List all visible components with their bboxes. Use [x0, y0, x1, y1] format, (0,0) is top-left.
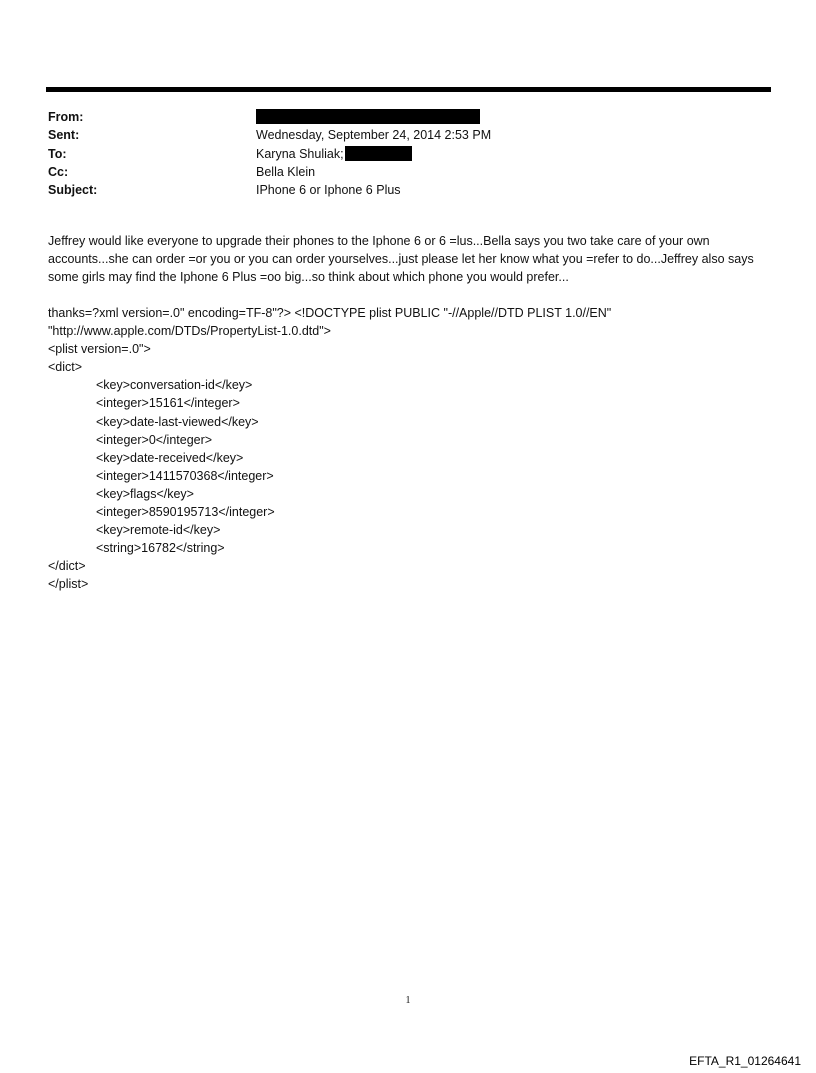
from-label: From: [48, 110, 84, 124]
plist-line: <integer>0</integer> [96, 432, 213, 447]
plist-line: <key>remote-id</key> [96, 523, 221, 538]
to-recipient: Karyna Shuliak; [256, 146, 344, 161]
subject-row [48, 181, 768, 199]
sent-value: Wednesday, September 24, 2014 2:53 PM [256, 128, 492, 143]
subject-value: IPhone 6 or Iphone 6 Plus [256, 183, 401, 198]
plist-line: <integer>1411570368</integer> [96, 468, 274, 483]
plist-line: </dict> [48, 559, 86, 574]
to-row [48, 145, 768, 163]
plist-line: thanks=?xml version=.0" encoding=TF-8"?> <!DOCTYPE plist PUBLIC "-//Apple//DTD PLIST 1.0//EN" [48, 306, 612, 320]
to-label: To: [48, 146, 67, 161]
email-body-paragraph: Jeffrey would like everyone to upgrade their phones to the Iphone 6 or 6 =lus...Bella says you two take care of your own accounts...she can order =or you or you can order yourselves...just please let her know what you =refer to do...Jeffrey also says some girls may find the Iphone 6 Plus =oo big...so think about which phone you would prefer... [48, 234, 754, 285]
plist-block [48, 304, 778, 594]
plist-line: <key>date-received</key> [96, 450, 244, 465]
plist-line: <key>flags</key> [96, 486, 194, 501]
from-value [256, 108, 480, 126]
top-rule [46, 87, 771, 92]
document-id: EFTA_R1_01264641 [689, 1054, 801, 1068]
from-row [48, 108, 768, 126]
plist-line: <dict> [48, 360, 83, 375]
sent-row [48, 126, 768, 144]
plist-line: <string>16782</string> [96, 541, 225, 556]
email-header [48, 108, 768, 199]
plist-line: "http://www.apple.com/DTDs/PropertyList-1.0.dtd"> [48, 324, 331, 339]
page-number: 1 [405, 995, 411, 1006]
plist-line: <integer>15161</integer> [96, 396, 240, 411]
plist-line: <plist version=.0"> [48, 342, 151, 357]
redaction-box [345, 146, 412, 161]
redaction-box [256, 109, 480, 124]
plist-line: <key>date-last-viewed</key> [96, 414, 259, 429]
plist-line: </plist> [48, 577, 89, 592]
cc-label: Cc: [48, 164, 69, 179]
cc-row [48, 163, 768, 181]
plist-line: <key>conversation-id</key> [96, 378, 253, 393]
to-value [256, 145, 412, 163]
cc-value: Bella Klein [256, 164, 316, 179]
plist-line: <integer>8590195713</integer> [96, 505, 275, 520]
subject-label: Subject: [48, 183, 98, 198]
sent-label: Sent: [48, 128, 80, 143]
